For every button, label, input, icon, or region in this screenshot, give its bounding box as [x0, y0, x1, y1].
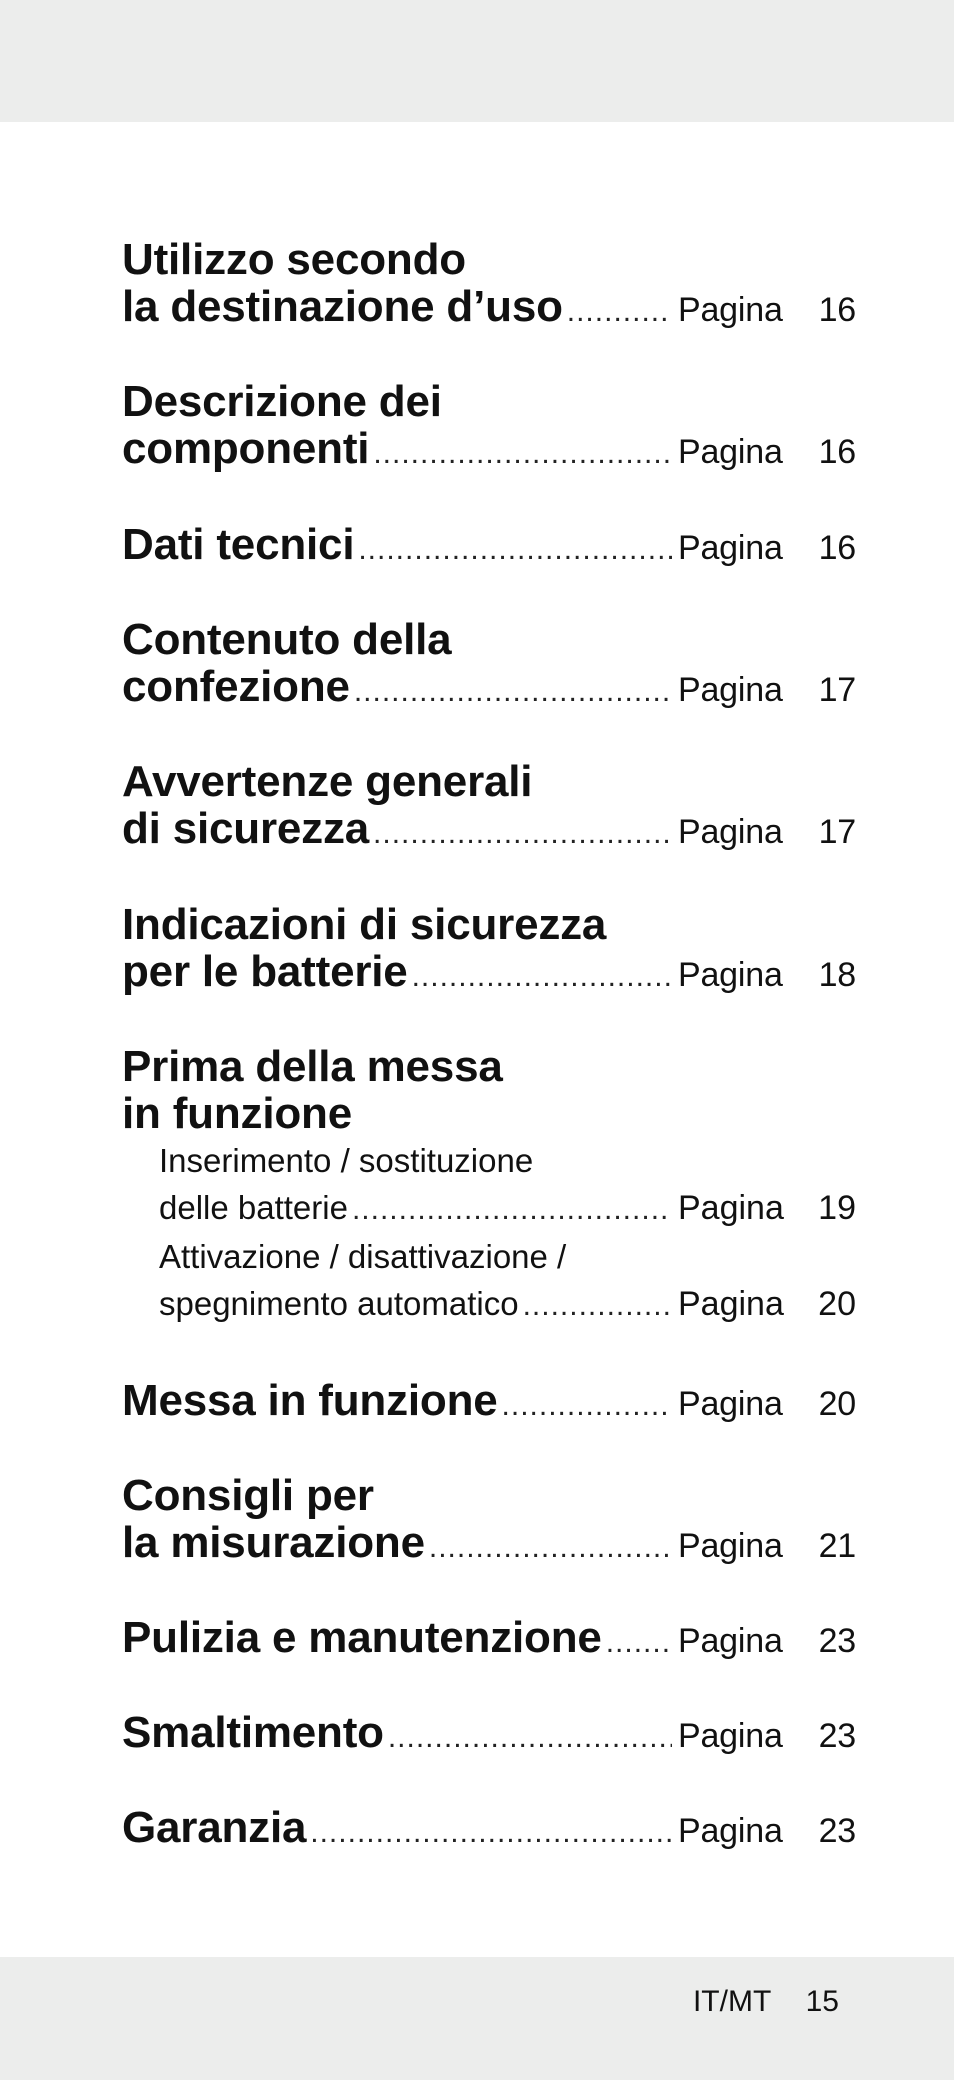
toc-entry-leader-line — [122, 521, 856, 573]
toc-entry-title-last: Smaltimento — [122, 1708, 384, 1757]
footer-page-number: 15 — [805, 1985, 839, 2018]
page-label: Pagina — [678, 813, 783, 851]
toc-entry-title-last: la destinazione d’uso — [122, 282, 563, 331]
toc-entry-leader-line — [122, 948, 856, 1000]
toc-entry-title-line: Prima della messa — [122, 1042, 503, 1091]
dot-leader — [388, 1714, 672, 1761]
toc-entry-avvertenze[interactable] — [122, 758, 856, 857]
toc-entry-title-last: per le batterie — [122, 947, 408, 996]
toc-entry-utilizzo[interactable] — [122, 236, 856, 335]
page-label: Pagina — [678, 956, 783, 994]
dot-leader — [412, 953, 672, 1000]
toc-entry-title-line: Indicazioni di sicurezza — [122, 900, 607, 949]
toc-subentry-title-line: Attivazione / disattivazione / — [159, 1238, 567, 1275]
page-label: Pagina — [678, 671, 783, 709]
toc-subentry-attivazione[interactable] — [159, 1233, 856, 1329]
page-number: 17 — [818, 671, 856, 709]
top-margin-band — [0, 0, 954, 122]
toc-entry-leader-line — [122, 1519, 856, 1571]
toc-entry-leader-line — [122, 425, 856, 477]
page-number: 23 — [818, 1717, 856, 1755]
toc-entry-smaltimento[interactable] — [122, 1709, 856, 1761]
toc-entry-title-line: Contenuto della — [122, 615, 452, 664]
page-number: 20 — [818, 1285, 856, 1323]
toc-subentry-leader-line — [159, 1280, 856, 1329]
dot-leader — [373, 810, 672, 857]
toc-entry-leader-line — [122, 1709, 856, 1761]
page-number: 20 — [818, 1385, 856, 1423]
dot-leader — [354, 668, 672, 715]
toc-entry-title-last: la misurazione — [122, 1518, 425, 1567]
toc-entry-title-line: Avvertenze generali — [122, 757, 533, 806]
page-number: 21 — [818, 1527, 856, 1565]
toc-subentry-title-last: spegnimento automatico — [159, 1285, 519, 1322]
dot-leader — [606, 1619, 672, 1666]
toc-entry-leader-line — [122, 1614, 856, 1666]
toc-entry-title-last: componenti — [122, 424, 370, 473]
toc-entry-dati-tecnici[interactable] — [122, 521, 856, 573]
page-label: Pagina — [678, 1285, 784, 1323]
page-label: Pagina — [678, 1812, 783, 1850]
toc-entry-title-last: Dati tecnici — [122, 520, 355, 569]
page-number: 16 — [818, 291, 856, 329]
toc-subentry-title-last: delle batterie — [159, 1189, 348, 1226]
page-number: 23 — [818, 1812, 856, 1850]
dot-leader — [523, 1282, 672, 1329]
toc-entry-title-line: in funzione — [122, 1089, 352, 1138]
toc-entry-descrizione[interactable] — [122, 378, 856, 477]
page-number: 23 — [818, 1622, 856, 1660]
dot-leader — [567, 288, 672, 335]
page-label: Pagina — [678, 1189, 784, 1227]
language-code: IT/MT — [692, 1985, 772, 2018]
page-number: 19 — [818, 1189, 856, 1227]
toc-entry-title-line: Consigli per — [122, 1471, 374, 1520]
toc-entry-prima-della-messa[interactable] — [122, 1043, 856, 1329]
page-footer — [693, 1985, 839, 2019]
dot-leader — [373, 430, 672, 477]
toc-entry-title-last: Pulizia e manutenzione — [122, 1613, 602, 1662]
toc-subentry-batterie[interactable] — [159, 1137, 856, 1233]
page-label: Pagina — [678, 291, 783, 329]
toc-entry-contenuto[interactable] — [122, 616, 856, 715]
toc-entry-title-last: Garanzia — [122, 1803, 307, 1852]
toc-subentry-title-line: Inserimento / sostituzione — [159, 1142, 534, 1179]
toc-entry-title-last: di sicurezza — [122, 804, 370, 853]
toc-entry-messa-in-funzione[interactable] — [122, 1377, 856, 1429]
page-label: Pagina — [678, 1717, 783, 1755]
toc-entry-title-last: confezione — [122, 662, 350, 711]
dot-leader — [358, 526, 672, 573]
page-label: Pagina — [678, 433, 783, 471]
toc-entry-indicazioni[interactable] — [122, 901, 856, 1000]
dot-leader — [310, 1809, 672, 1856]
dot-leader — [502, 1382, 672, 1429]
toc-subentry-leader-line — [159, 1184, 856, 1233]
page-number: 18 — [818, 956, 856, 994]
page-number: 16 — [818, 433, 856, 471]
toc-entry-title-line: Utilizzo secondo — [122, 235, 466, 284]
toc-entry-title-line: Descrizione dei — [122, 377, 442, 426]
dot-leader — [429, 1524, 672, 1571]
page-label: Pagina — [678, 1527, 783, 1565]
page-label: Pagina — [678, 1622, 783, 1660]
page-number: 17 — [818, 813, 856, 851]
toc-entry-leader-line — [122, 283, 856, 335]
dot-leader — [352, 1186, 672, 1233]
toc-entry-leader-line — [122, 1377, 856, 1429]
toc-entry-pulizia[interactable] — [122, 1614, 856, 1666]
toc-entry-garanzia[interactable] — [122, 1804, 856, 1856]
toc-entry-leader-line — [122, 663, 856, 715]
toc-entry-leader-line — [122, 805, 856, 857]
toc-entry-leader-line — [122, 1804, 856, 1856]
page-label: Pagina — [678, 1385, 783, 1423]
toc-entry-title-last: Messa in funzione — [122, 1376, 498, 1425]
toc-entry-consigli[interactable] — [122, 1472, 856, 1571]
page-label: Pagina — [678, 529, 783, 567]
page-number: 16 — [818, 529, 856, 567]
